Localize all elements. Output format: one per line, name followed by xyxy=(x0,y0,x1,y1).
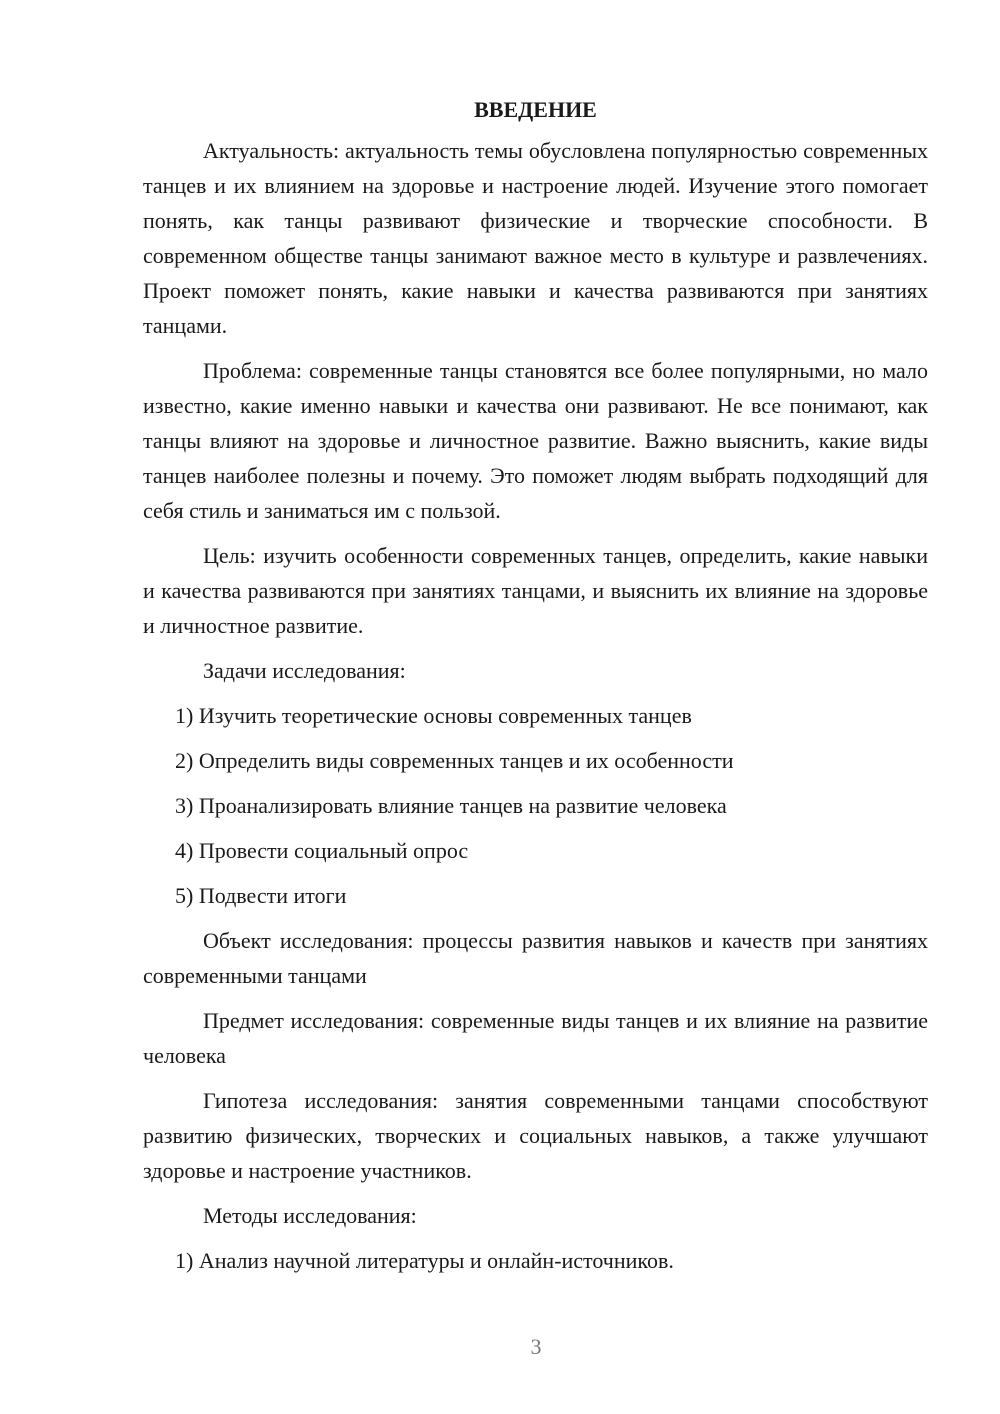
list-item: 2) Определить виды современных танцев и их особенности xyxy=(175,748,734,773)
tasks-list xyxy=(143,698,928,913)
methods-list xyxy=(143,1243,928,1278)
list-item: 3) Проанализировать влияние танцев на развитие человека xyxy=(175,793,727,818)
relevance-paragraph: Актуальность: актуальность темы обусловлена популярностью современных танцев и их влиянием на здоровье и настроение людей. Изучение этого помогает понять, как танцы развивают физические и творческие способности. В современном обществе танцы занимают важное место в культуре и развлечениях. Проект поможет понять, какие навыки и качества развиваются при занятиях танцами. xyxy=(143,138,928,338)
list-item: 5) Подвести итоги xyxy=(175,883,347,908)
methods-heading: Методы исследования: xyxy=(203,1203,417,1228)
list-item: 1) Изучить теоретические основы современных танцев xyxy=(175,703,692,728)
list-item: 4) Провести социальный опрос xyxy=(175,838,469,863)
object-paragraph: Объект исследования: процессы развития навыков и качеств при занятиях современными танцами xyxy=(143,928,928,988)
subject-paragraph: Предмет исследования: современные виды танцев и их влияние на развитие человека xyxy=(143,1008,928,1068)
document-page xyxy=(143,95,928,1288)
list-item: 1) Анализ научной литературы и онлайн-источников. xyxy=(175,1248,674,1273)
page-title: ВВЕДЕНИЕ xyxy=(474,97,597,122)
problem-paragraph: Проблема: современные танцы становятся все более популярными, но мало известно, какие именно навыки и качества они развивают. Не все понимают, как танцы влияют на здоровье и личностное развитие. Важно выяснить, какие виды танцев наиболее полезны и почему. Это поможет людям выбрать подходящий для себя стиль и заниматься им с пользой. xyxy=(143,358,928,523)
hypothesis-paragraph: Гипотеза исследования: занятия современными танцами способствуют развитию физических, творческих и социальных навыков, а также улучшают здоровье и настроение участников. xyxy=(143,1088,928,1183)
tasks-heading: Задачи исследования: xyxy=(203,658,406,683)
goal-paragraph: Цель: изучить особенности современных танцев, определить, какие навыки и качества развиваются при занятиях танцами, и выяснить их влияние на здоровье и личностное развитие. xyxy=(143,543,928,638)
page-number: 3 xyxy=(530,1334,542,1359)
